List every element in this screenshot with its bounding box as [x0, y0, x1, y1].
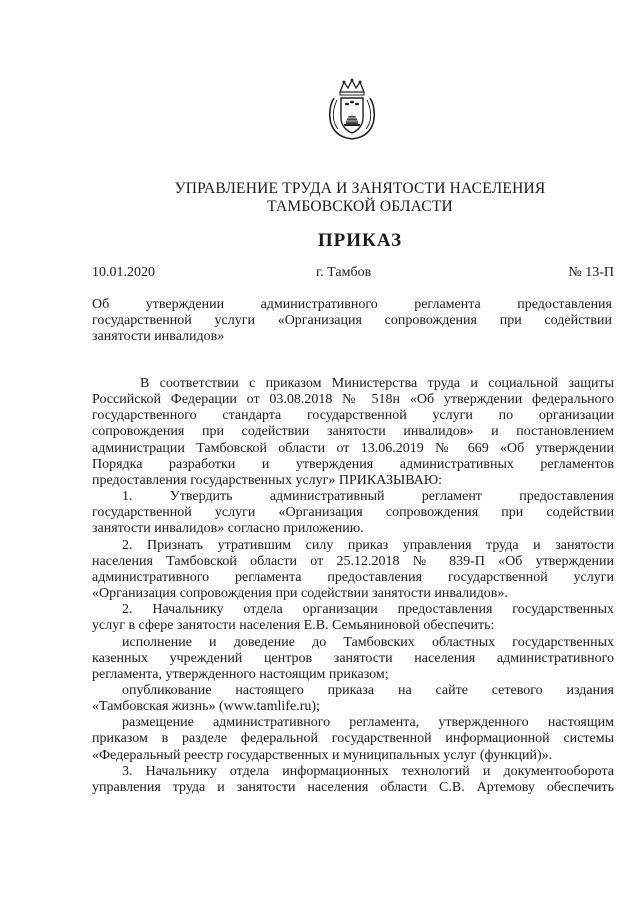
body-line: опубликование настоящего приказа на сайте сетевого издания: [122, 682, 614, 698]
document-city: г. Тамбов: [316, 265, 372, 280]
body-line: Российской Федерации от 03.08.2018 № 518н «Об утверждении федерального: [92, 392, 614, 408]
body-line: казенных учреждений центров занятости населения административного: [92, 650, 614, 666]
body-line: «Организация сопровождения при содействии занятости инвалидов».: [92, 586, 508, 602]
body-line: 2. Начальнику отдела организации предоставления государственных: [122, 602, 614, 618]
body-line: 2. Признать утратившим силу приказ управления труда и занятости: [122, 537, 614, 553]
body-line: 3. Начальнику отдела информационных технологий и документооборота: [122, 763, 614, 779]
body-line: приказом в разделе федеральной государственной информационной системы: [92, 731, 614, 747]
body-line: занятости инвалидов» согласно приложению.: [92, 521, 364, 537]
body-line: услуг в сфере занятости населения Е.В. Семьяниновой обеспечить:: [92, 618, 495, 634]
body-line: администрации Тамбовской области от 13.06.2019 № 669 «Об утверждении: [92, 440, 614, 456]
body-line: «Федеральный реестр государственных и муниципальных услуг (функций)».: [92, 747, 553, 763]
body-line: регламента, утвержденного настоящим приказом;: [92, 666, 389, 682]
body-line: В соответствии с приказом Министерства труда и социальной защиты: [140, 376, 614, 391]
body-line: населения Тамбовской области от 25.12.2018 № 839-П «Об утверждении: [92, 553, 614, 569]
body-line: административного регламента предоставления государственной услуги: [92, 569, 614, 585]
subject-line: занятости инвалидов»: [92, 329, 225, 344]
document-type-title: ПРИКАЗ: [317, 230, 403, 251]
document-number: № 13-П: [568, 265, 614, 280]
body-line: государственной услуги «Организация сопровождения при содействии: [92, 505, 614, 521]
document-body: [92, 376, 614, 796]
body-line: Порядка разработки и утверждения административных регламентов: [92, 456, 614, 472]
subject-line: государственной услуги «Организация сопровождения при содействии: [92, 313, 612, 328]
body-line: 1. Утвердить административный регламент предоставления: [122, 489, 614, 505]
body-line: размещение административного регламента, утвержденного настоящим: [122, 715, 614, 731]
body-line: предоставления государственных услуг» ПРИКАЗЫВАЮ:: [92, 472, 443, 488]
document-date: 10.01.2020: [92, 265, 155, 280]
subject-line: Об утверждении административного регламента предоставления: [92, 297, 612, 312]
body-line: исполнение и доведение до Тамбовских областных государственных: [122, 634, 614, 650]
body-line: «Тамбовская жизнь» (www.tamlife.ru);: [92, 699, 320, 715]
document-subject: [92, 297, 612, 345]
body-line: государственного стандарта государственной услуги по организации: [92, 408, 614, 424]
coat-of-arms-emblem: [326, 78, 378, 140]
body-line: сопровождения при содействии занятости инвалидов» и постановлением: [92, 424, 614, 440]
body-line: управления труда и занятости населения области С.В. Артемову обеспечить: [92, 779, 614, 795]
organization-name-line2: ТАМБОВСКОЙ ОБЛАСТИ: [267, 198, 453, 215]
organization-name-line1: УПРАВЛЕНИЕ ТРУДА И ЗАНЯТОСТИ НАСЕЛЕНИЯ: [174, 180, 546, 197]
